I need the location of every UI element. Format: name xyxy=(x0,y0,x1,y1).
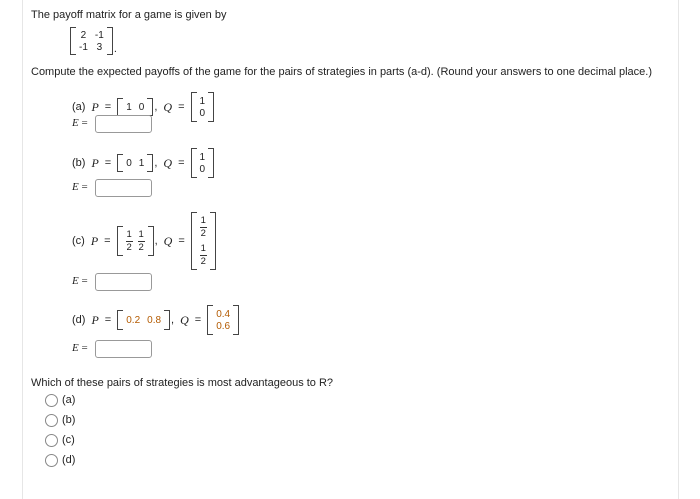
equals-sign: = xyxy=(178,157,185,169)
answer-input-d[interactable] xyxy=(95,340,152,358)
vector-entry: 1 xyxy=(138,157,145,169)
fraction: $\frac{1}{2}$ xyxy=(200,214,206,239)
p-symbol: P xyxy=(91,155,99,170)
q-symbol: Q xyxy=(180,312,189,327)
matrix-cell: 2 xyxy=(80,29,87,41)
q-vector xyxy=(207,305,239,335)
comma: , xyxy=(154,157,158,169)
equals-sign: = xyxy=(178,101,185,113)
option-label: (c) xyxy=(62,434,75,446)
matrix-cell: -1 xyxy=(94,29,104,41)
option-label: (b) xyxy=(62,414,76,426)
q-symbol: Q xyxy=(163,155,173,170)
part-label: (d) xyxy=(72,314,86,326)
fraction: $\frac{1}{2}$ xyxy=(126,228,132,253)
vector-entry: 0.6 xyxy=(216,320,231,332)
vector-entry: 0 xyxy=(199,107,206,119)
comma: , xyxy=(154,101,158,113)
question-text: Which of these pairs of strategies is most advantageous to R? xyxy=(31,377,334,389)
matrix-cell: -1 xyxy=(79,41,88,53)
p-vector xyxy=(117,310,170,330)
p-vector xyxy=(117,226,154,256)
vector-entry: 0 xyxy=(199,163,206,175)
bracket-right xyxy=(107,27,113,55)
answer-input-b[interactable] xyxy=(95,179,152,197)
intro-text: The payoff matrix for a game is given by xyxy=(31,9,227,21)
fraction: $\frac{1}{2}$ xyxy=(200,242,206,267)
vector-entry: 1 xyxy=(199,95,206,107)
instruction-text: Compute the expected payoffs of the game for the pairs of strategies in parts (a-d). (Round your answers to one decimal place.) xyxy=(31,66,653,78)
q-vector xyxy=(191,92,215,122)
option-label: (d) xyxy=(62,454,76,466)
comma: , xyxy=(171,314,175,326)
e-label: E = xyxy=(72,342,88,354)
fraction: $\frac{1}{2}$ xyxy=(138,228,144,253)
q-symbol: Q xyxy=(163,233,173,248)
p-vector xyxy=(117,154,153,172)
vector-entry: 1 xyxy=(199,151,206,163)
e-label: E = xyxy=(72,117,88,129)
part-c xyxy=(72,211,216,271)
answer-input-c[interactable] xyxy=(95,273,152,291)
e-label: E = xyxy=(72,181,88,193)
equals-sign: = xyxy=(104,157,112,169)
part-d xyxy=(72,305,239,335)
p-vector xyxy=(117,98,153,116)
matrix-cell: 3 xyxy=(96,41,103,53)
part-label: (c) xyxy=(72,235,85,247)
vector-entry: 0.8 xyxy=(147,314,162,326)
q-vector xyxy=(191,148,215,178)
part-label: (a) xyxy=(72,101,86,113)
matrix-period: . xyxy=(113,43,117,55)
radio-option-c[interactable] xyxy=(45,434,58,447)
answer-input-a[interactable] xyxy=(95,115,152,133)
q-symbol: Q xyxy=(163,99,173,114)
p-symbol: P xyxy=(90,233,99,248)
vector-entry: 0 xyxy=(126,157,132,169)
equals-sign: = xyxy=(178,235,185,247)
option-label: (a) xyxy=(62,394,76,406)
vector-entry: 0 xyxy=(138,101,145,113)
part-label: (b) xyxy=(72,157,86,169)
vector-entry: 0.2 xyxy=(126,314,141,326)
payoff-matrix xyxy=(70,27,117,55)
p-symbol: P xyxy=(91,99,99,114)
p-symbol: P xyxy=(91,312,99,327)
radio-option-d[interactable] xyxy=(45,454,58,467)
radio-option-b[interactable] xyxy=(45,414,58,427)
payoff-matrix-cells xyxy=(76,29,107,54)
vector-entry: 1 xyxy=(126,101,132,113)
comma: , xyxy=(154,235,158,247)
radio-option-a[interactable] xyxy=(45,394,58,407)
equals-sign: = xyxy=(104,314,112,326)
q-vector xyxy=(191,212,216,270)
vector-entry: 0.4 xyxy=(216,308,231,320)
equals-sign: = xyxy=(104,101,112,113)
equals-sign: = xyxy=(194,314,202,326)
equals-sign: = xyxy=(104,235,111,247)
part-b xyxy=(72,148,214,178)
e-label: E = xyxy=(72,275,88,287)
